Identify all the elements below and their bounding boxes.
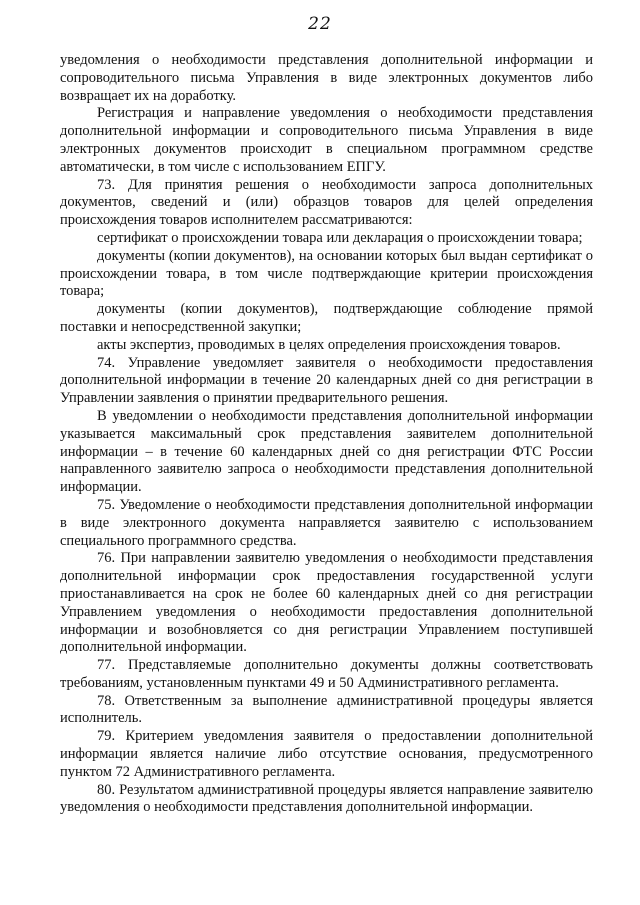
paragraph-80: 80. Результатом административной процедуры является направление заявителю уведомления о необходимости представления дополнительной информации. <box>60 781 593 816</box>
paragraph-73: 73. Для принятия решения о необходимости запроса дополнительных документов, сведений и (или) образцов товаров для целей определения происхождения товаров исполнителем рассматриваются: <box>60 176 593 229</box>
paragraph-76: 76. При направлении заявителю уведомления о необходимости представления дополнительной информации срок предоставления государственной услуги приостанавливается на срок не более 60 календарных дней со дня регистрации Управлением уведомления о необходимости предоставления дополнительной информации и возобновляется со дня регистрации Управлением поступившей дополнительной информации. <box>60 550 593 656</box>
list-item-expert-acts: акты экспертиз, проводимых в целях определения происхождения товаров. <box>97 336 561 353</box>
paragraph-74-notice: В уведомлении о необходимости представления дополнительной информации указывается максимальный срок представления заявителем дополнительной информации – в течение 60 календарных дней со дня регистрации ФТС России направленного заявителю запроса о необходимости представления дополнительной информации. <box>60 407 593 496</box>
paragraph-continuation: уведомления о необходимости представления дополнительной информации и сопроводительного письма Управления в виде электронных документов либо возвращает их на доработку. <box>60 52 593 104</box>
paragraph-78: 78. Ответственным за выполнение административной процедуры является исполнитель. <box>60 692 593 727</box>
paragraph-75: 75. Уведомление о необходимости представления дополнительной информации в виде электронного документа направляется заявителю с использованием специального программного средства. <box>60 496 593 549</box>
list-item-documents-direct-supply: документы (копии документов), подтверждающие соблюдение прямой поставки и непосредственной закупки; <box>60 301 593 335</box>
paragraph-registration: Регистрация и направление уведомления о необходимости представления дополнительной информации и сопроводительного письма Управления в виде электронных документов происходит в специальном программном средстве автоматически, в том числе с использованием ЕПГУ. <box>60 105 593 175</box>
paragraph-74: 74. Управление уведомляет заявителя о необходимости предоставления дополнительной информации в течение 20 календарных дней со дня регистрации в Управлении заявления о принятии предварительного решения. <box>60 354 593 407</box>
paragraph-77: 77. Представляемые дополнительно документы должны соответствовать требованиям, установленным пунктами 49 и 50 Административного регламента. <box>60 657 593 691</box>
paragraph-79: 79. Критерием уведомления заявителя о предоставлении дополнительной информации является наличие либо отсутствие основания, предусмотренного пунктом 72 Административного регламента. <box>60 728 593 780</box>
document-body <box>60 52 593 817</box>
list-item-documents-basis: документы (копии документов), на основании которых был выдан сертификат о происхождении товара, в том числе подтверждающие критерии происхождения товара; <box>60 247 593 300</box>
page-number: 22 <box>308 14 332 34</box>
list-item-certificate: сертификат о происхождении товара или декларация о происхождении товара; <box>97 229 583 246</box>
